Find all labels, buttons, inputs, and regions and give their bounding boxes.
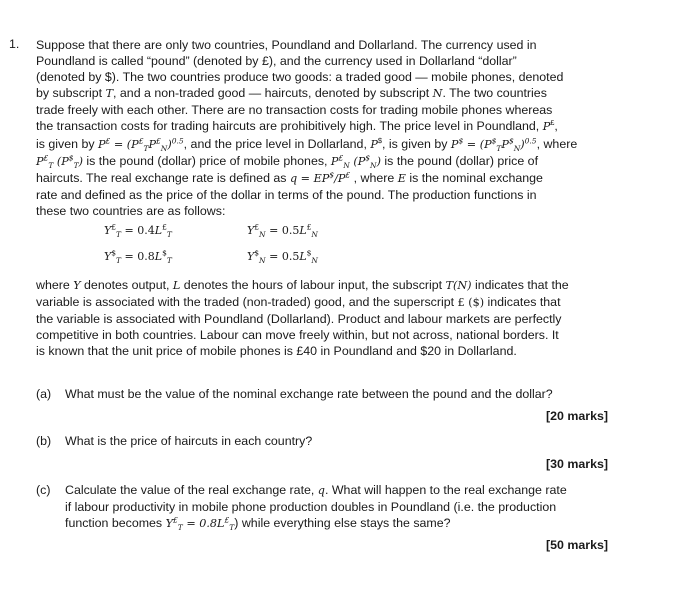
eq-pound-traded: $Y^£_T = 0.4L^£_T$ (104, 222, 172, 240)
part-c (36, 482, 608, 532)
question-number: 1. (9, 37, 20, 51)
part-a-text: What must be the value of the nominal exchange rate between the pound and the dollar? (65, 387, 553, 401)
real-exchange-rate-formula: q = EP$/P£ (289, 170, 351, 185)
part-c-line-2: if labour productivity in mobile phone production doubles in Poundland (i.e. the production (65, 500, 557, 515)
part-c-text (65, 482, 608, 532)
after-line-4: competitive in both countries. Labour can move freely within, but not across, national borders. It (36, 328, 559, 343)
part-c-line-1: Calculate the value of the real exchange rate, q. What will happen to the real exchange rate (65, 483, 567, 497)
part-a (36, 386, 608, 402)
question-body (36, 37, 616, 360)
part-b (36, 433, 608, 449)
after-line-5: is known that the unit price of mobile phones is £40 in Poundland and $20 in Dollarland. (36, 344, 517, 359)
intro-line-10: rate and defined as the price of the dollar in terms of the pound. The production functions in (36, 187, 537, 202)
production-functions (36, 223, 616, 275)
intro-line-4: by subscript T, and a non-traded good — haircuts, denoted by subscript N. The two countries (36, 86, 547, 101)
intro-line-1: Suppose that there are only two countries, Poundland and Dollarland. The currency used in (36, 38, 537, 52)
intro-line-7: is given by $P^£ = (P^£_TP^£_N)^{0.5}$, and the price level in Dollarland, P$, is given by $P^{\$} = (P^{\$}_TP^{\$}_N)^{0.5}$, where (36, 135, 578, 153)
part-c-label: (c) (36, 483, 51, 497)
intro-line-9: haircuts. The real exchange rate is defined as q = EP$/P£ , where E is the nominal exchange (36, 170, 543, 185)
part-c-marks: [50 marks] (546, 538, 608, 552)
intro-line-2: Poundland is called “pound” (denoted by £), and the currency used in Dollarland “dollar” (36, 54, 517, 69)
intro-line-8: $P^£_T$ $(P^{\$}_T)$ is the pound (dollar) price of mobile phones, $P^£_N$ $(P^{\$}_N)$ is the pound (dollar) price of (36, 152, 539, 170)
new-production-function: $Y^£_T = 0.8L^£_T$ (165, 515, 235, 533)
price-level-pound-formula: $P^£ = (P^£_TP^£_N)^{0.5}$ (97, 135, 184, 153)
after-line-3: the variable is associated with Poundland (Dollarland). Product and labour markets are perfectly (36, 312, 562, 327)
eq-dollar-nontraded: $Y^{\$}_N = 0.5L^{\$}_N$ (247, 248, 318, 266)
part-b-label: (b) (36, 434, 52, 448)
part-a-marks: [20 marks] (546, 409, 608, 423)
intro-line-3: (denoted by $). The two countries produce two goods: a traded good — mobile phones, denoted (36, 70, 564, 85)
price-level-dollar-formula: $P^{\$} = (P^{\$}_TP^{\$}_N)^{0.5}$ (450, 135, 537, 153)
eq-dollar-traded: $Y^{\$}_T = 0.8L^{\$}_T$ (104, 248, 172, 266)
intro-line-11: these two countries are as follows: (36, 203, 226, 218)
after-line-2: variable is associated with the traded (non-traded) good, and the superscript £ ($) indicates that (36, 295, 561, 310)
part-a-label: (a) (36, 387, 52, 401)
intro-line-5: trade freely with each other. There are no transaction costs for trading mobile phones whereas (36, 103, 553, 118)
after-line-1: where Y denotes output, L denotes the hours of labour input, the subscript T(N) indicates that the (36, 278, 569, 293)
eq-pound-nontraded: $Y^£_N = 0.5L^£_N$ (247, 222, 318, 240)
part-c-line-3: function becomes $Y^£_T = 0.8L^£_T$) while everything else stays the same? (65, 515, 451, 533)
part-b-text: What is the price of haircuts in each country? (65, 434, 313, 448)
part-b-marks: [30 marks] (546, 457, 608, 471)
intro-line-6: the transaction costs for trading haircuts are prohibitively high. The price level in Poundland, P£, (36, 118, 558, 134)
